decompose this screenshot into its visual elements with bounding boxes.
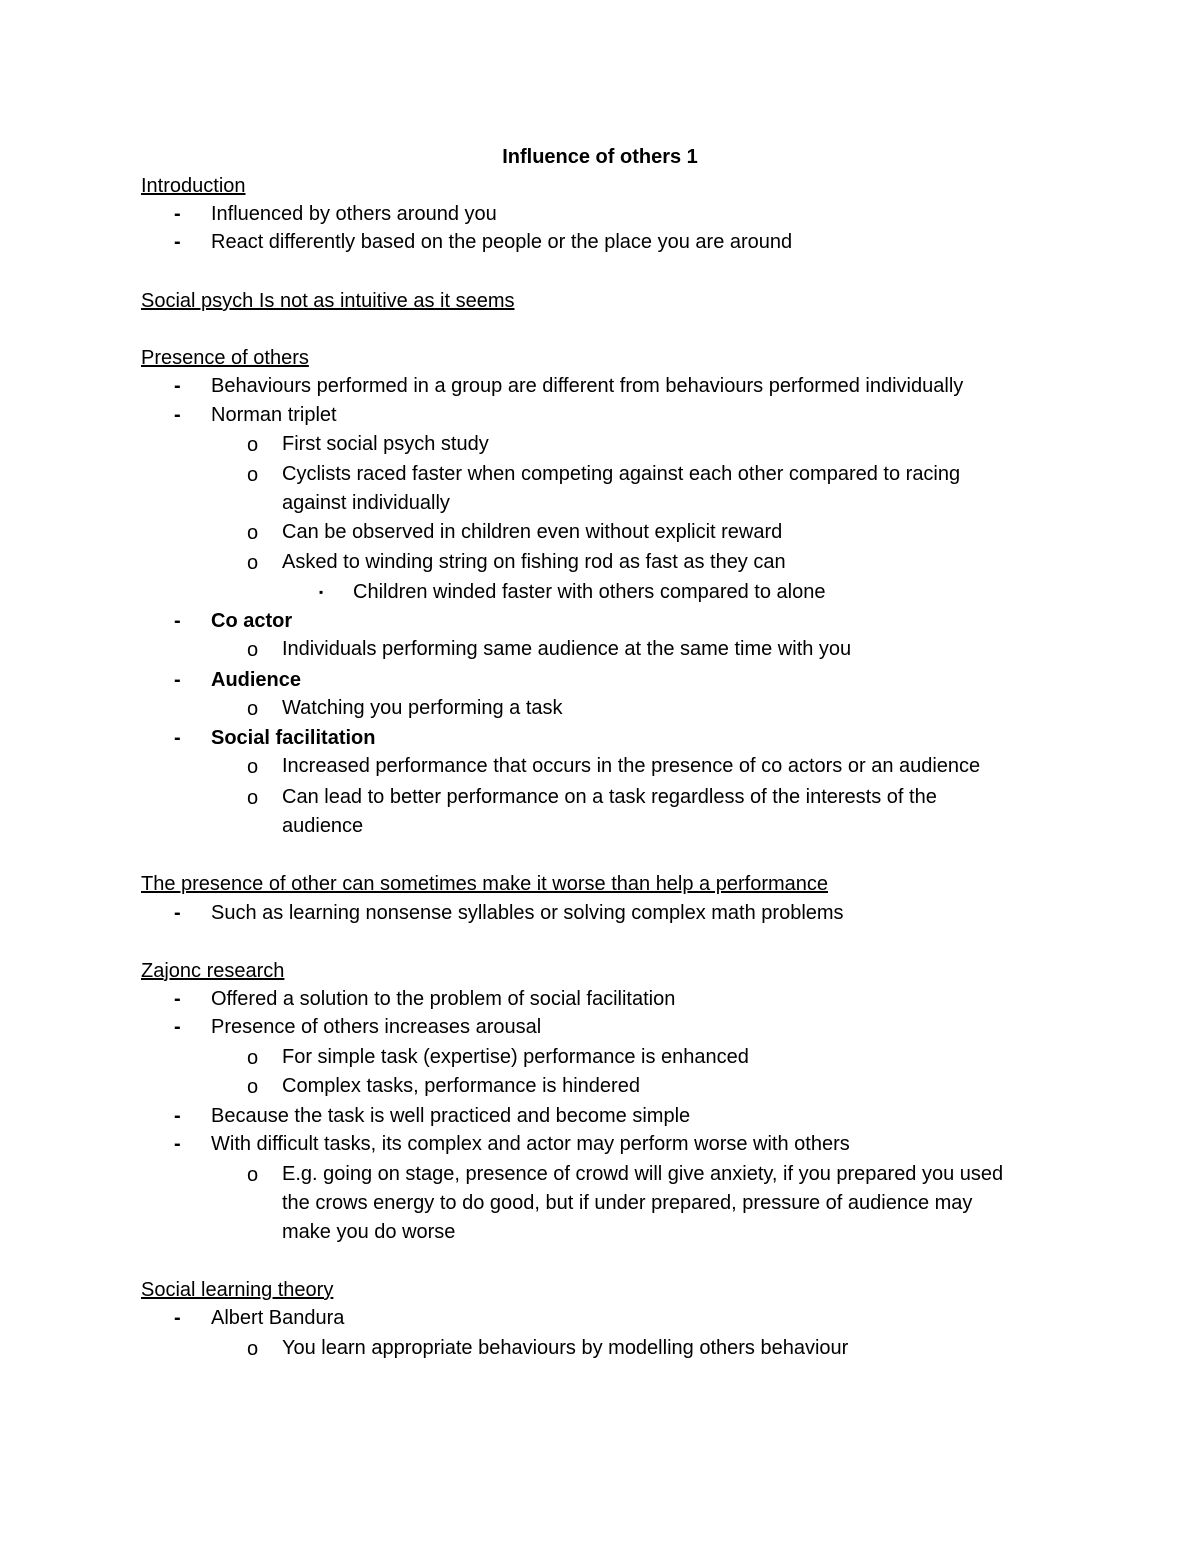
term-social-facilitation: Social facilitation [211, 727, 376, 749]
section-heading-introduction: Introduction [141, 175, 246, 197]
list-item: Such as learning nonsense syllables or solving complex math problems [211, 902, 844, 924]
dash-bullet: - [174, 231, 181, 253]
list-item: For simple task (expertise) performance is enhanced [282, 1046, 749, 1068]
section-heading-social-psych: Social psych Is not as intuitive as it seems [141, 290, 515, 312]
section-heading-social-learning: Social learning theory [141, 1279, 334, 1301]
list-item-continuation: the crows energy to do good, but if under prepared, pressure of audience may [282, 1192, 973, 1214]
dash-bullet: - [174, 669, 181, 691]
list-item: Watching you performing a task [282, 697, 563, 719]
list-item: Albert Bandura [211, 1307, 345, 1329]
term-audience: Audience [211, 669, 302, 691]
circle-bullet: o [247, 1338, 259, 1360]
dash-bullet: - [174, 610, 181, 632]
list-item-continuation: against individually [282, 492, 450, 514]
circle-bullet: o [247, 787, 259, 809]
list-item: React differently based on the people or the place you are around [211, 231, 793, 253]
list-item: First social psych study [282, 433, 489, 455]
dash-bullet: - [174, 1307, 181, 1329]
list-item: E.g. going on stage, presence of crowd will give anxiety, if you prepared you used [282, 1163, 1004, 1185]
list-item: Cyclists raced faster when competing against each other compared to racing [282, 463, 961, 485]
dash-bullet: - [174, 727, 181, 749]
list-item: Increased performance that occurs in the presence of co actors or an audience [282, 755, 981, 777]
dash-bullet: - [174, 988, 181, 1010]
list-item: Children winded faster with others compared to alone [353, 581, 826, 603]
list-item: Can lead to better performance on a task regardless of the interests of the [282, 786, 937, 808]
list-item: Offered a solution to the problem of social facilitation [211, 988, 676, 1010]
list-item: Individuals performing same audience at the same time with you [282, 638, 852, 660]
circle-bullet: o [247, 552, 259, 574]
dash-bullet: - [174, 375, 181, 397]
dash-bullet: - [174, 404, 181, 426]
dash-bullet: - [174, 1133, 181, 1155]
circle-bullet: o [247, 1047, 259, 1069]
list-item-continuation: audience [282, 815, 364, 837]
dash-bullet: - [174, 203, 181, 225]
list-item: Can be observed in children even without explicit reward [282, 521, 783, 543]
dash-bullet: - [174, 902, 181, 924]
circle-bullet: o [247, 1164, 259, 1186]
list-item: Presence of others increases arousal [211, 1016, 542, 1038]
list-item: Behaviours performed in a group are different from behaviours performed individually [211, 375, 964, 397]
circle-bullet: o [247, 522, 259, 544]
list-item: Influenced by others around you [211, 203, 497, 225]
dash-bullet: - [174, 1016, 181, 1038]
list-item: Norman triplet [211, 404, 337, 426]
list-item: Complex tasks, performance is hindered [282, 1075, 640, 1097]
square-bullet: ▪ [319, 585, 324, 599]
list-item: Asked to winding string on fishing rod as fast as they can [282, 551, 786, 573]
circle-bullet: o [247, 756, 259, 778]
list-item-continuation: make you do worse [282, 1221, 456, 1243]
circle-bullet: o [247, 698, 259, 720]
section-heading-zajonc: Zajonc research [141, 960, 285, 982]
section-heading-presence-of-others: Presence of others [141, 347, 309, 369]
list-item: You learn appropriate behaviours by modelling others behaviour [282, 1337, 849, 1359]
list-item: With difficult tasks, its complex and actor may perform worse with others [211, 1133, 850, 1155]
section-heading-presence-worse: The presence of other can sometimes make it worse than help a performance [141, 873, 829, 895]
dash-bullet: - [174, 1105, 181, 1127]
list-item: Because the task is well practiced and become simple [211, 1105, 691, 1127]
circle-bullet: o [247, 639, 259, 661]
circle-bullet: o [247, 434, 259, 456]
page-title: Influence of others 1 [502, 146, 698, 168]
term-co-actor: Co actor [211, 610, 293, 632]
circle-bullet: o [247, 464, 259, 486]
circle-bullet: o [247, 1076, 259, 1098]
